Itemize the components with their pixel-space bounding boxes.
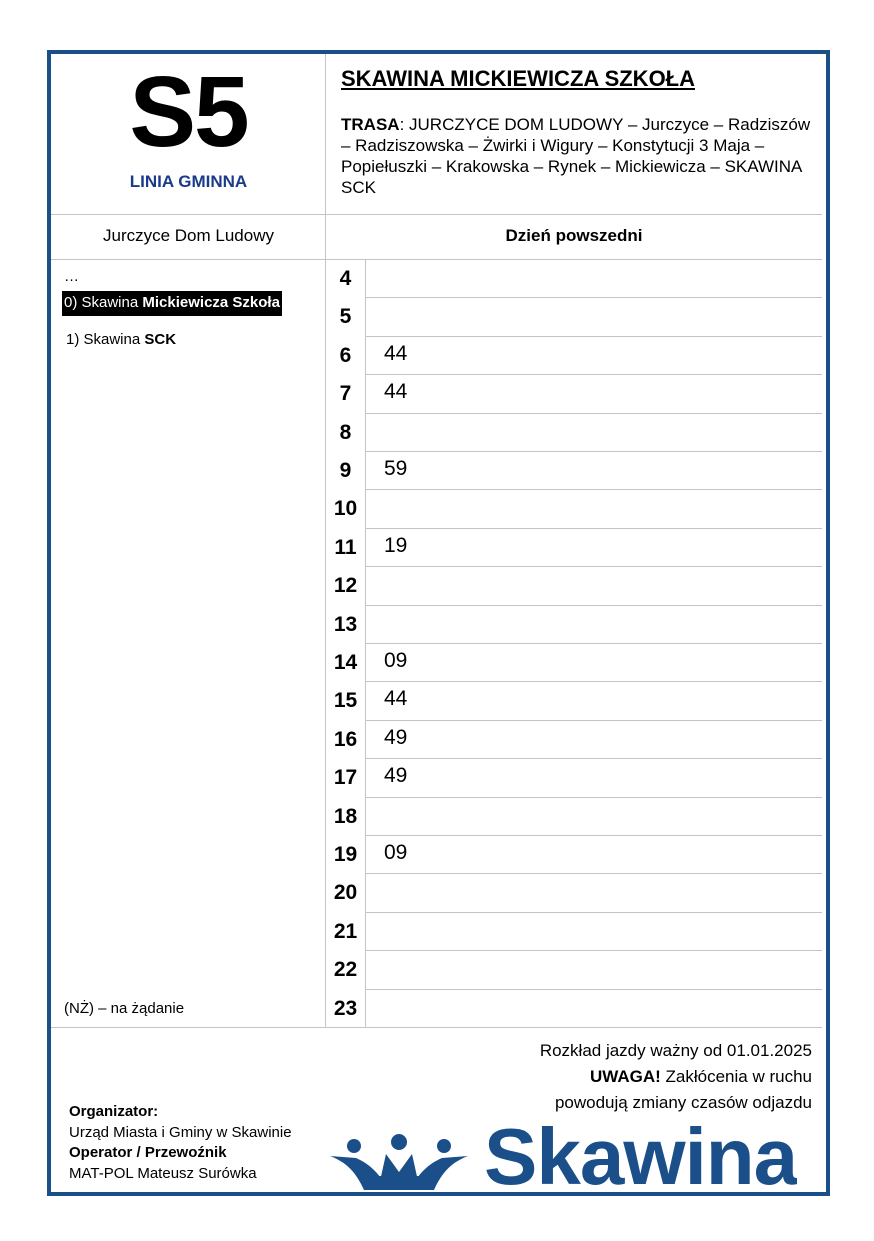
day-type-header: Dzień powszedni <box>505 226 643 245</box>
organizer-name: Urząd Miasta i Gminy w Skawinie <box>69 1123 292 1141</box>
timetable-hour: 15 <box>333 689 358 712</box>
timetable-minutes: 49 <box>384 764 408 787</box>
subheader-bottom-rule <box>51 259 822 260</box>
timetable-hour: 8 <box>339 421 352 444</box>
timetable-minutes: 44 <box>384 380 408 403</box>
timetable-hour: 18 <box>333 805 358 828</box>
timetable-row-divider <box>365 681 822 682</box>
timetable-row-divider <box>365 374 822 375</box>
timetable-row-divider <box>365 605 822 606</box>
timetable-hour: 10 <box>333 497 358 520</box>
timetable-hour: 17 <box>333 766 358 789</box>
timetable-hour: 4 <box>339 267 352 290</box>
timetable-hour: 22 <box>333 958 358 981</box>
timetable-row-divider <box>365 912 822 913</box>
organizer-label: Organizator: <box>69 1103 159 1120</box>
operator-label: Operator / Przewoźnik <box>69 1144 227 1161</box>
timetable-row-divider <box>365 835 822 836</box>
header-bottom-rule <box>51 214 822 215</box>
legend-on-request: (NŻ) – na żądanie <box>64 1000 185 1017</box>
timetable-hour: 12 <box>333 574 358 597</box>
timetable-row-divider <box>365 489 822 490</box>
timetable-row-divider <box>365 451 822 452</box>
current-stop-name: Mickiewicza Szkoła <box>142 294 280 311</box>
timetable-row-divider <box>365 336 822 337</box>
current-stop-prefix: 0) Skawina <box>64 294 143 311</box>
timetable-hour: 11 <box>334 536 357 559</box>
timetable-minutes: 09 <box>384 649 408 672</box>
timetable-row-divider <box>365 989 822 990</box>
timetable-row-divider <box>365 720 822 721</box>
next-stop <box>66 331 176 348</box>
validity-date: Rozkład jazdy ważny od 01.01.2025 <box>539 1041 812 1060</box>
timetable-hour: 20 <box>333 881 358 904</box>
timetable-row-divider <box>365 950 822 951</box>
timetable-row-divider <box>365 528 822 529</box>
previous-stops-ellipsis: … <box>64 268 79 285</box>
timetable-hour: 19 <box>333 843 358 866</box>
next-stop-name: SCK <box>144 331 177 348</box>
timetable-row-divider <box>365 873 822 874</box>
timetable-minutes: 59 <box>384 457 408 480</box>
stop-title: SKAWINA MICKIEWICZA SZKOŁA <box>341 66 696 91</box>
next-stop-prefix: 1) Skawina <box>66 331 145 348</box>
timetable-row-divider <box>365 797 822 798</box>
warning-line <box>540 1064 812 1090</box>
timetable-hour: 16 <box>333 728 358 751</box>
timetable-minutes: 09 <box>384 841 408 864</box>
timetable-minutes: 49 <box>384 726 408 749</box>
current-stop <box>62 291 282 316</box>
warning-label: UWAGA! <box>589 1067 661 1086</box>
timetable-hour: 5 <box>339 305 352 328</box>
route-description <box>341 114 816 198</box>
timetable-hour: 7 <box>339 382 352 405</box>
route-text: : JURCZYCE DOM LUDOWY – Jurczyce – Radziszów – Radziszowska – Żwirki i Wigury – Konstytucji 3 Maja – Popiełuszki – Krakowska – Rynek – Mickiewicza – SKAWINA SCK <box>341 115 811 197</box>
route-label: TRASA <box>341 115 400 134</box>
line-number: S5 <box>129 56 248 168</box>
timetable-minutes: 19 <box>384 534 408 557</box>
timetable-row-divider <box>365 566 822 567</box>
warning-text-continued: powodują zmiany czasów odjazdu <box>554 1093 812 1112</box>
timetable-hour: 6 <box>339 344 352 367</box>
table-bottom-rule <box>51 1027 822 1028</box>
timetable-hour: 13 <box>333 613 358 636</box>
warning-text: Zakłócenia w ruchu <box>660 1067 812 1086</box>
timetable-row-divider <box>365 758 822 759</box>
organizer-info <box>69 1102 292 1184</box>
timetable-row-divider <box>365 413 822 414</box>
timetable-row-divider <box>365 297 822 298</box>
timetable-hour: 14 <box>333 651 358 674</box>
line-type-label: LINIA GMINNA <box>129 172 248 191</box>
validity-notice <box>540 1038 812 1116</box>
timetable-hour: 23 <box>333 997 358 1020</box>
skawina-logo-text: Skawina <box>484 1112 798 1194</box>
timetable-hour: 9 <box>339 459 352 482</box>
timetable-minutes: 44 <box>384 342 408 365</box>
timetable-minutes: 44 <box>384 687 408 710</box>
direction-header: Jurczyce Dom Ludowy <box>102 226 274 245</box>
operator-name: MAT-POL Mateusz Surówka <box>69 1164 257 1182</box>
timetable-hour: 21 <box>333 920 358 943</box>
timetable-frame <box>47 50 830 1196</box>
timetable-row-divider <box>365 643 822 644</box>
